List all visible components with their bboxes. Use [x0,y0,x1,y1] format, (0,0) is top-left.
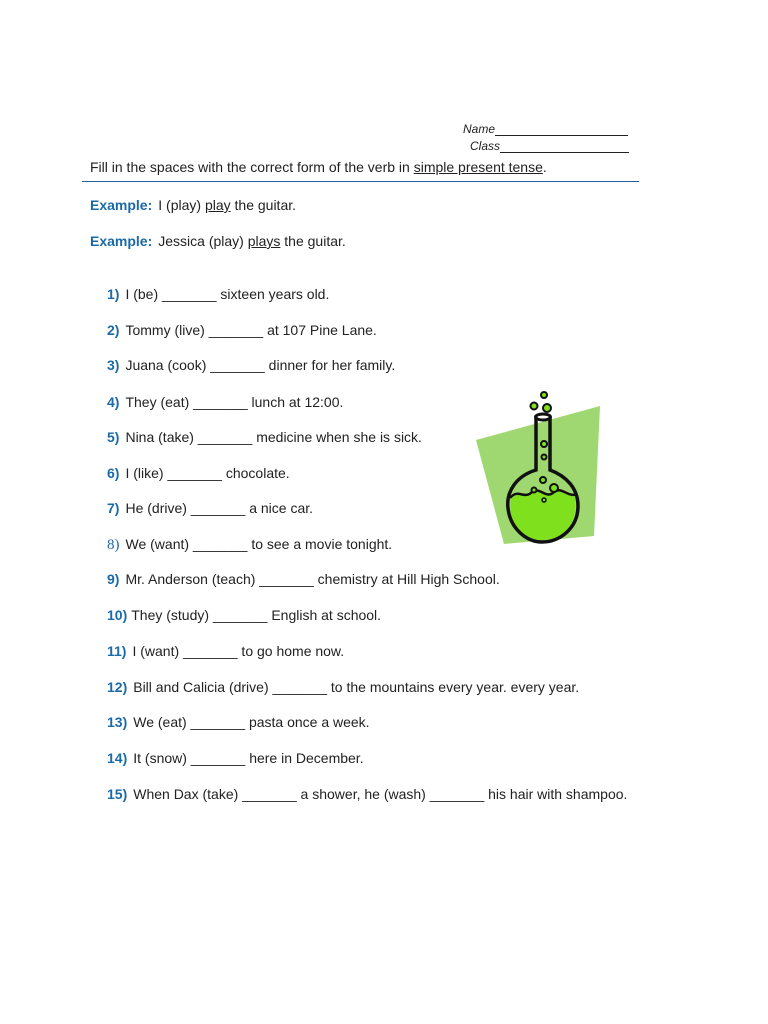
bubble [542,455,547,460]
bubble [540,477,546,483]
example-label: Example: [90,197,153,213]
question-text: We (want) _______ to see a movie tonight. [125,536,393,552]
question-number: 4) [107,394,120,410]
question-11 [107,643,344,659]
instructions-tense: simple present tense [413,159,543,175]
question-3 [107,357,395,373]
example-answer: plays [247,233,281,249]
question-number: 12) [107,679,128,695]
question-12 [107,679,579,695]
question-text: They (eat) _______ lunch at 12:00. [125,394,344,410]
question-15 [107,786,627,802]
name-field [463,122,628,136]
question-13 [107,714,370,730]
question-text: I (like) _______ chocolate. [125,465,290,481]
example-after: the guitar. [280,233,346,249]
question-14 [107,750,364,766]
question-text: Mr. Anderson (teach) _______ chemistry at Hill High School. [125,571,500,587]
question-text: Juana (cook) _______ dinner for her family. [125,357,396,373]
question-number: 2) [107,322,120,338]
header-divider [82,181,639,182]
bubble [541,441,547,447]
question-2 [107,322,377,338]
flask-mouth [536,414,551,420]
question-number: 13) [107,714,128,730]
example-before: I (play) [158,197,205,213]
question-number: 11) [107,643,127,659]
example-1 [90,197,296,213]
question-9 [107,571,500,587]
question-number: 15) [107,786,128,802]
question-text: It (snow) _______ here in December. [133,750,364,766]
example-2 [90,233,346,249]
question-text: Nina (take) _______ medicine when she is sick. [125,429,422,445]
question-10 [107,607,381,623]
instructions-suffix: . [542,159,547,175]
example-after: the guitar. [230,197,297,213]
name-label: Name [463,122,496,136]
question-text: They (study) _______ English at school. [131,607,382,623]
name-blank [495,123,628,136]
class-label: Class [470,139,501,153]
bubble [531,403,538,410]
question-text: I (be) _______ sixteen years old. [125,286,330,302]
question-number: 8) [107,537,120,553]
example-before: Jessica (play) [158,233,248,249]
question-text: Tommy (live) _______ at 107 Pine Lane. [125,322,377,338]
question-number: 6) [107,465,120,481]
class-field [470,139,629,153]
question-8 [107,536,392,554]
question-text: Bill and Calicia (drive) _______ to the mountains every year. every year. [133,679,580,695]
question-6 [107,465,290,481]
question-text: We (eat) _______ pasta once a week. [133,714,370,730]
bubble [542,498,546,502]
question-number: 9) [107,571,120,587]
question-text: When Dax (take) _______ a shower, he (wash) _______ his hair with shampoo. [133,786,628,802]
question-number: 5) [107,429,120,445]
question-number: 14) [107,750,128,766]
instructions [90,159,547,175]
question-text: I (want) _______ to go home now. [132,643,345,659]
example-answer: play [204,197,231,213]
question-number: 7) [107,500,120,516]
question-number: 10) [107,607,128,623]
question-text: He (drive) _______ a nice car. [125,500,314,516]
question-4 [107,394,343,410]
instructions-prefix: Fill in the spaces with the correct form of the verb in [90,159,414,175]
question-7 [107,500,313,516]
question-1 [107,286,329,302]
bubble [532,488,537,493]
question-number: 1) [107,286,120,302]
class-blank [500,140,629,153]
example-label: Example: [90,233,153,249]
bubble [541,392,547,398]
question-5 [107,429,422,445]
flask-icon [474,388,602,548]
bubble [543,404,551,412]
question-number: 3) [107,357,120,373]
bubble [550,484,558,492]
